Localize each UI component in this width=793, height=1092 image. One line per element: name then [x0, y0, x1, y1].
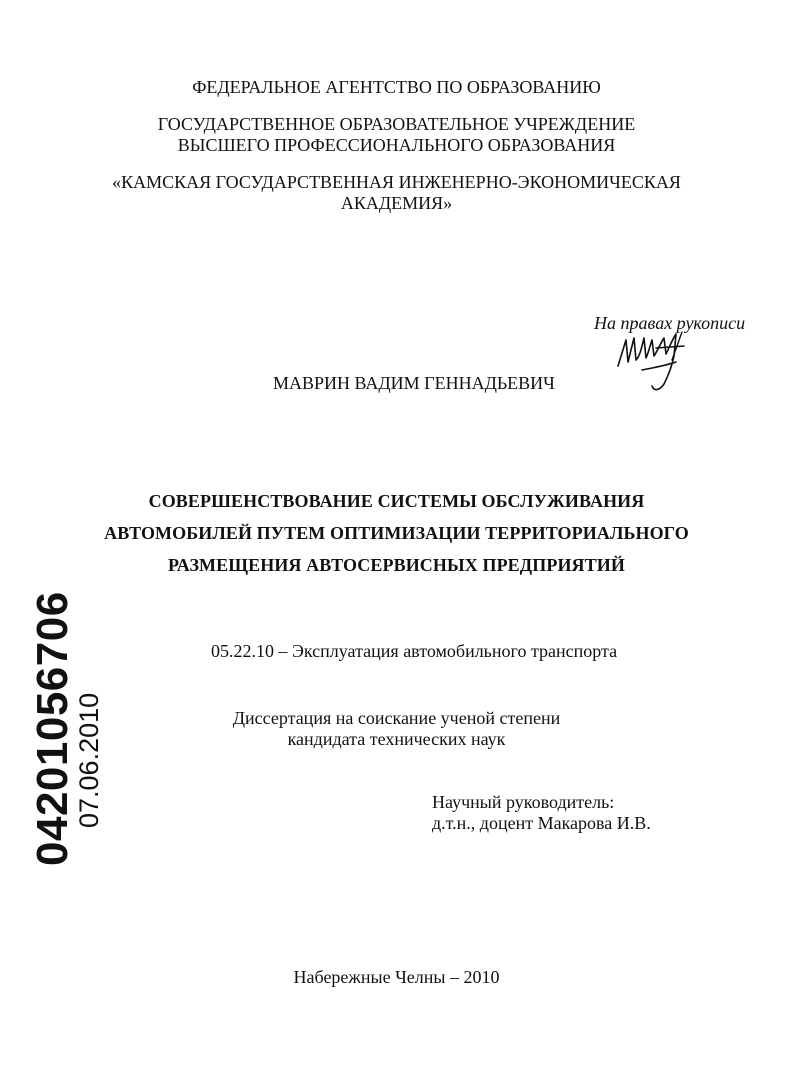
institution-heading-line1: ГОСУДАРСТВЕННОЕ ОБРАЗОВАТЕЛЬНОЕ УЧРЕЖДЕНИЕ [157, 114, 636, 134]
agency-heading: ФЕДЕРАЛЬНОЕ АГЕНТСТВО ПО ОБРАЗОВАНИЮ [192, 77, 601, 97]
dissertation-line2: кандидата технических наук [287, 729, 506, 749]
place-year: Набережные Челны – 2010 [293, 967, 500, 987]
academy-heading-line2: АКАДЕМИЯ» [340, 193, 453, 213]
supervisor-label: Научный руководитель: [432, 792, 615, 812]
library-stamp-date: 07.06.2010 [74, 692, 104, 828]
title-line1: СОВЕРШЕНСТВОВАНИЕ СИСТЕМЫ ОБСЛУЖИВАНИЯ [148, 491, 645, 511]
supervisor-name: д.т.н., доцент Макарова И.В. [432, 813, 651, 833]
specialty-code: 05.22.10 – Эксплуатация автомобильного транспорта [211, 641, 618, 661]
title-line3: РАЗМЕЩЕНИЯ АВТОСЕРВИСНЫХ ПРЕДПРИЯТИЙ [168, 555, 625, 575]
dissertation-line1: Диссертация на соискание ученой степени [232, 708, 561, 728]
title-line2: АВТОМОБИЛЕЙ ПУТЕМ ОПТИМИЗАЦИИ ТЕРРИТОРИАЛЬНОГО [104, 523, 689, 543]
handwritten-signature [612, 326, 702, 394]
library-stamp-number: 04201056706 [28, 591, 77, 866]
author-name: МАВРИН ВАДИМ ГЕННАДЬЕВИЧ [273, 373, 555, 393]
academy-heading-line1: «КАМСКАЯ ГОСУДАРСТВЕННАЯ ИНЖЕНЕРНО-ЭКОНОМИЧЕСКАЯ [112, 172, 681, 192]
manuscript-note: На правах рукописи [594, 313, 746, 333]
institution-heading-line2: ВЫСШЕГО ПРОФЕССИОНАЛЬНОГО ОБРАЗОВАНИЯ [177, 135, 616, 155]
